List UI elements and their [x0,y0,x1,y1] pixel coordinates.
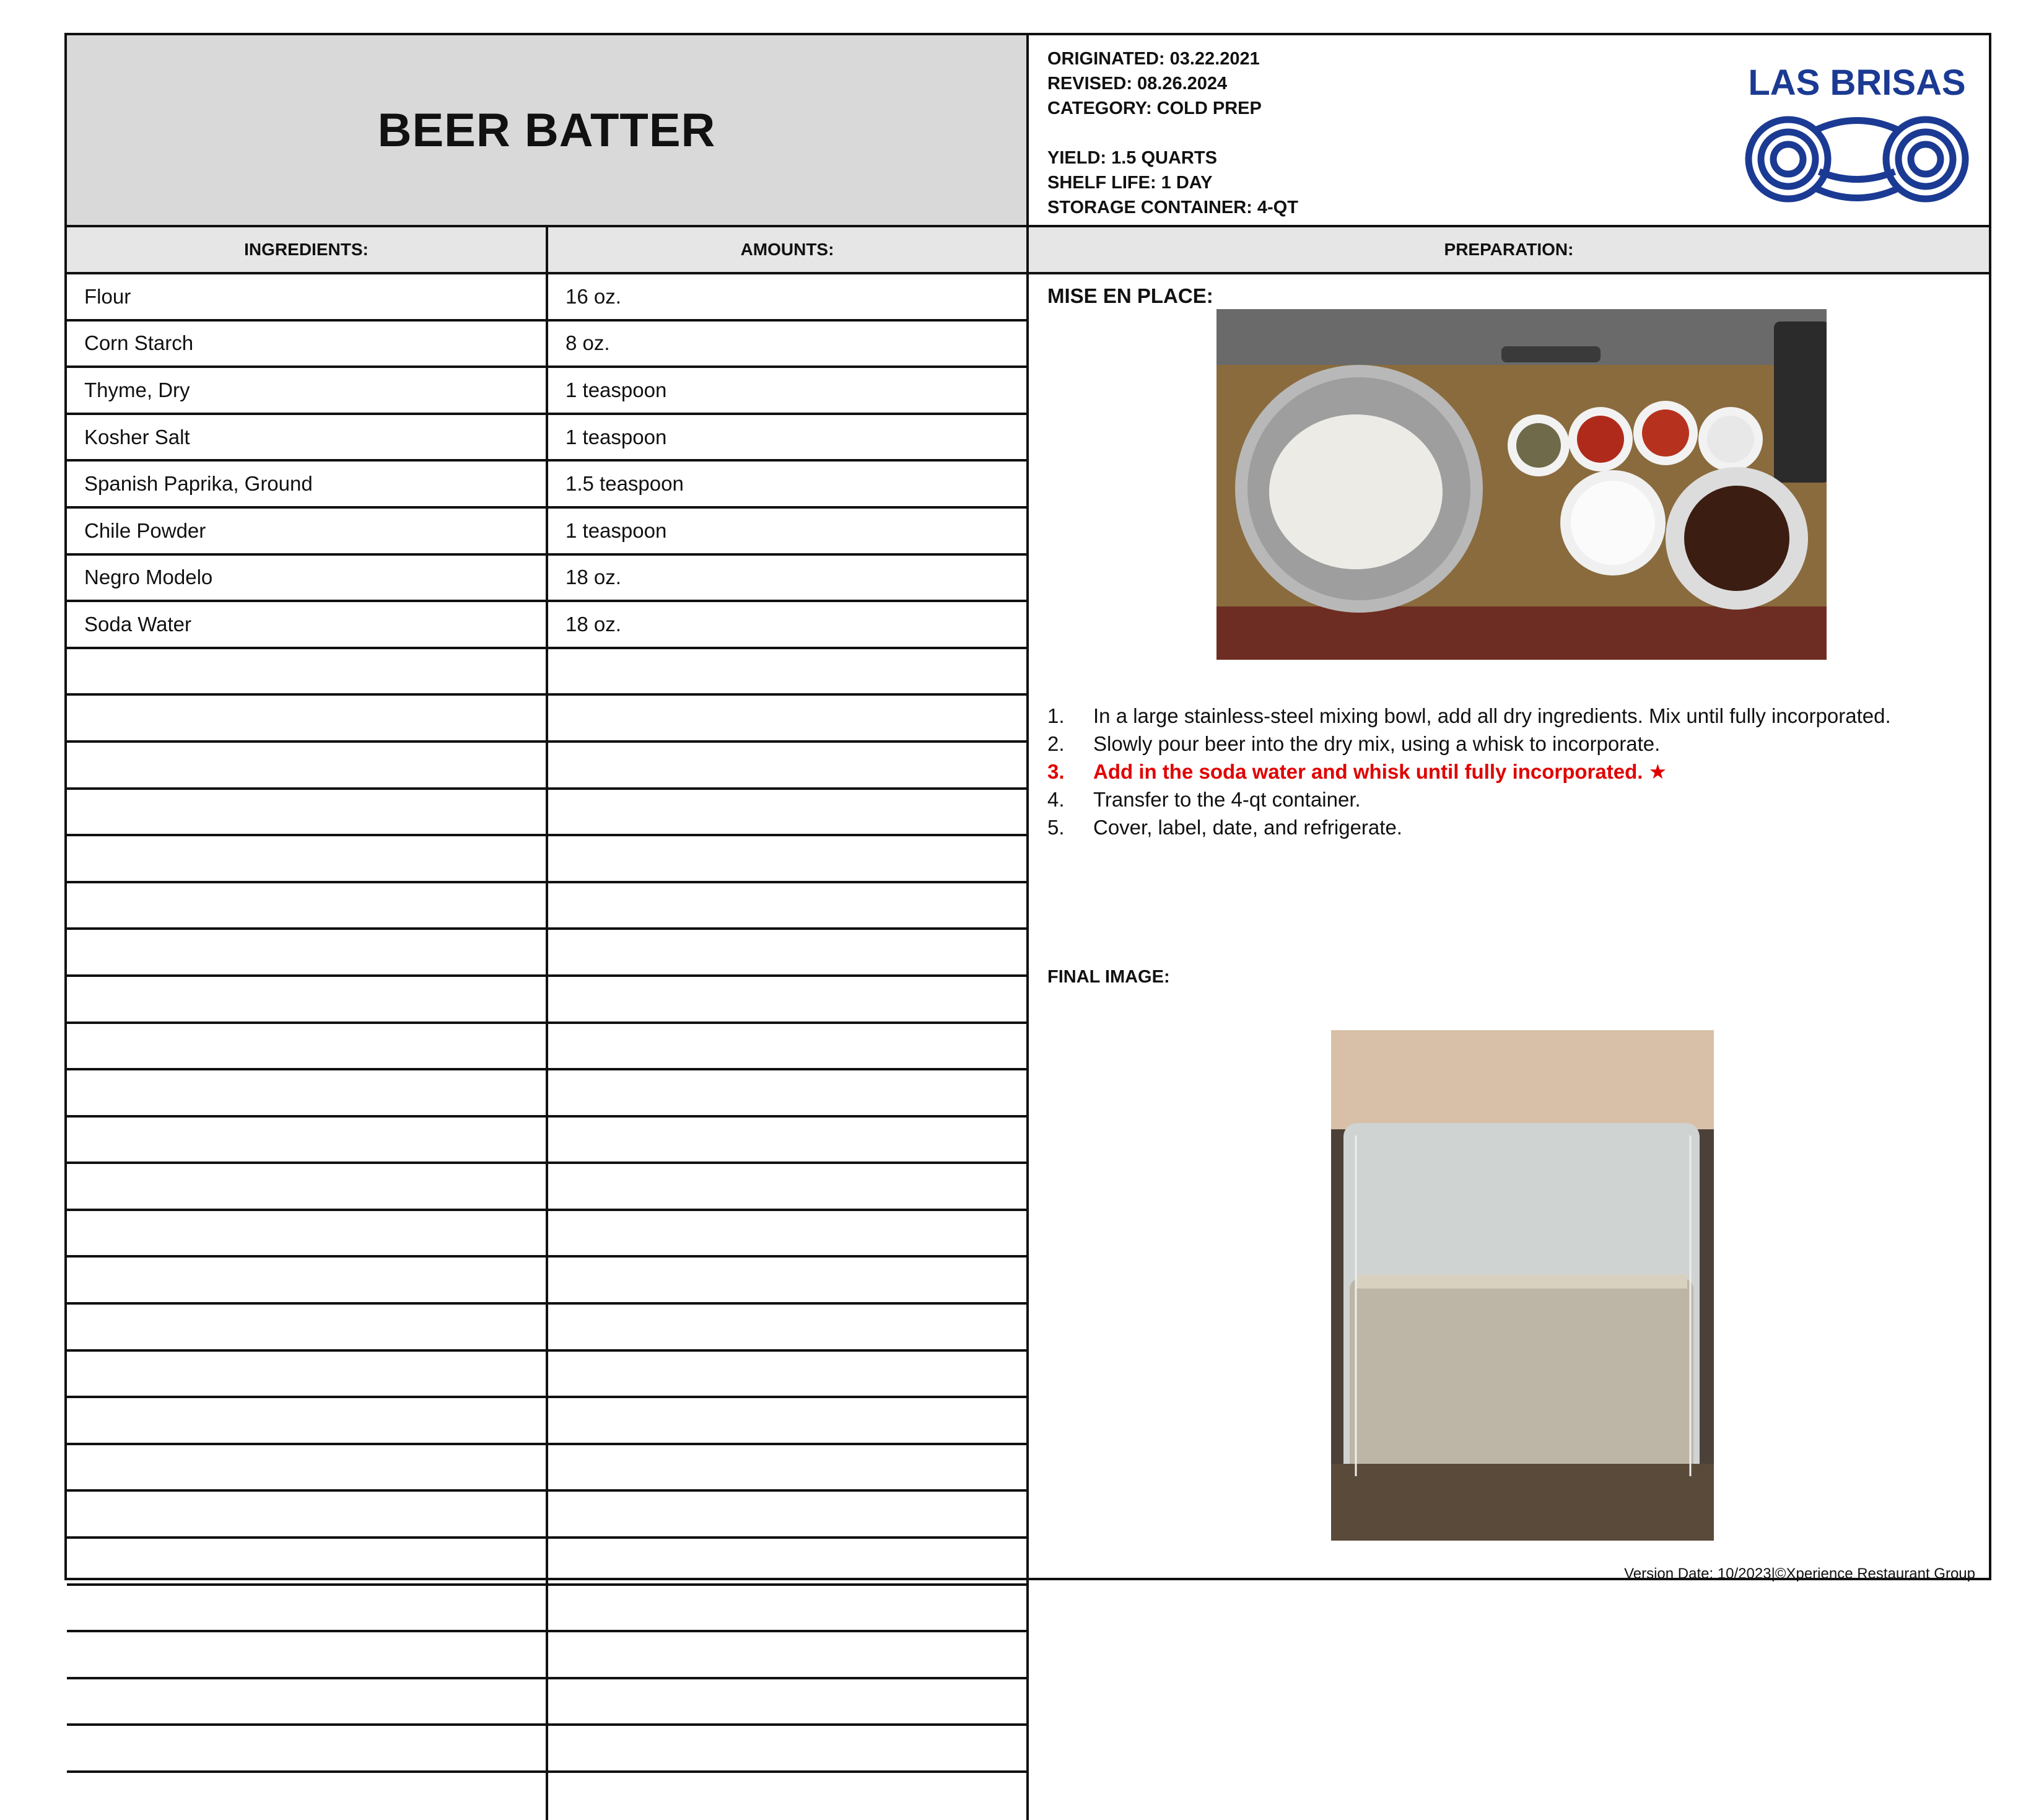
preparation-step [1047,813,1976,841]
step-text: Transfer to the 4-qt container. [1093,788,1361,811]
step-number: 3. [1047,760,1065,783]
ingredient-name [67,930,548,974]
ingredient-row [67,1539,1029,1586]
ingredient-amount [548,1305,1029,1349]
preparation-step [1047,702,1976,730]
ingredient-row [67,415,1029,462]
ingredient-row [67,1773,1029,1820]
recipe-sheet [64,33,1991,1580]
ingredient-amount [548,1352,1029,1396]
ingredient-name [67,1352,548,1396]
ingredient-name [67,883,548,928]
ingredient-amount [548,977,1029,1022]
ingredient-row [67,368,1029,415]
ingredient-name [67,1258,548,1302]
ingredient-name: Corn Starch [67,322,548,366]
ingredient-name [67,1632,548,1677]
ingredient-row [67,1164,1029,1211]
ingredient-row [67,509,1029,556]
ingredient-row [67,274,1029,322]
ingredient-amount [548,1492,1029,1536]
ingredient-name: Flour [67,274,548,319]
ingredient-amount [548,1586,1029,1630]
ingredient-amount [548,1726,1029,1770]
ingredient-row [67,649,1029,696]
step-text: Slowly pour beer into the dry mix, using a whisk to incorporate. [1093,732,1661,755]
revised-date: REVISED: 08.26.2024 [1047,74,1228,94]
final-image-photo [1331,1030,1714,1541]
ingredient-amount [548,743,1029,787]
ingredient-row [67,1070,1029,1118]
ingredient-row [67,930,1029,977]
ingredient-amount [548,1445,1029,1490]
ingredient-name [67,1024,548,1069]
mise-en-place-label: MISE EN PLACE: [1047,284,1213,307]
step-number: 5. [1047,816,1065,839]
ingredient-amount [548,1024,1029,1069]
ingredient-name: Kosher Salt [67,415,548,460]
yield: YIELD: 1.5 QUARTS [1047,148,1217,168]
mise-en-place-photo [1216,309,1827,660]
storage-container: STORAGE CONTAINER: 4-QT [1047,198,1298,217]
ingredient-amount [548,1164,1029,1209]
recipe-title: BEER BATTER [377,103,716,157]
ingredient-row [67,1679,1029,1726]
ingredient-name: Soda Water [67,602,548,647]
preparation-section [1029,274,1989,1582]
ingredient-name [67,1445,548,1490]
ingredient-row [67,1398,1029,1445]
ingredient-name [67,1492,548,1536]
svg-text:LAS BRISAS: LAS BRISAS [1748,63,1966,103]
ingredient-amount [548,883,1029,928]
ingredient-name: Chile Powder [67,509,548,553]
ingredient-name [67,1539,548,1583]
ingredient-row [67,1305,1029,1352]
ingredient-row [67,1492,1029,1539]
preparation-steps [1047,702,1976,841]
ingredient-name: Negro Modelo [67,556,548,600]
shelf-life: SHELF LIFE: 1 DAY [1047,173,1213,193]
ingredient-name [67,696,548,740]
ingredient-amount [548,1632,1029,1677]
step-text: Add in the soda water and whisk until fully incorporated. ★ [1093,760,1667,783]
las-brisas-logo [1745,60,1969,218]
ingredient-row [67,836,1029,883]
step-number: 1. [1047,704,1065,727]
ingredient-name: Spanish Paprika, Ground [67,462,548,506]
ingredient-row [67,977,1029,1024]
ingredient-row [67,602,1029,649]
ingredient-row [67,1211,1029,1258]
ingredient-row [67,883,1029,930]
ingredient-row [67,1024,1029,1071]
ingredient-row [67,556,1029,603]
ingredient-amount [548,1679,1029,1724]
ingredient-name [67,743,548,787]
ingredient-amount: 16 oz. [548,274,1029,319]
ingredient-name [67,1726,548,1770]
ingredient-amount [548,1773,1029,1820]
preparation-step [1047,758,1976,785]
final-image-label: FINAL IMAGE: [1047,967,1170,987]
ingredient-row [67,743,1029,790]
originated-date: ORIGINATED: 03.22.2021 [1047,49,1260,69]
ingredient-row [67,1726,1029,1773]
ingredient-row [67,322,1029,369]
step-number: 2. [1047,732,1065,755]
ingredient-row [67,696,1029,743]
ingredient-name [67,649,548,694]
ingredient-row [67,790,1029,837]
step-text: Cover, label, date, and refrigerate. [1093,816,1402,839]
ingredient-name [67,1773,548,1820]
ingredient-amount: 18 oz. [548,556,1029,600]
ingredient-name [67,1164,548,1209]
ingredient-name [67,1211,548,1256]
recipe-meta [1047,46,1298,220]
ingredient-name [67,1305,548,1349]
ingredient-amount: 8 oz. [548,322,1029,366]
ingredient-name: Thyme, Dry [67,368,548,413]
preparation-header: PREPARATION: [1029,227,1989,274]
ingredient-amount: 1.5 teaspoon [548,462,1029,506]
ingredient-row [67,1118,1029,1165]
ingredient-amount: 1 teaspoon [548,368,1029,413]
ingredient-row [67,1632,1029,1679]
ingredient-name [67,1679,548,1724]
ingredient-name [67,836,548,881]
step-text: In a large stainless-steel mixing bowl, add all dry ingredients. Mix until fully incorporated. [1093,704,1891,727]
recipe-info [1029,35,1989,227]
ingredient-amount [548,836,1029,881]
ingredient-amount [548,1539,1029,1583]
ingredient-amount [548,1070,1029,1115]
ingredients-header: INGREDIENTS: [67,227,548,274]
ingredient-name [67,1398,548,1443]
version-footer: Version Date: 10/2023|©Xperience Restaurant Group [1624,1565,1975,1582]
ingredient-row [67,462,1029,509]
ingredient-amount [548,649,1029,694]
ingredient-amount [548,1258,1029,1302]
ingredient-amount [548,790,1029,834]
ingredient-amount: 1 teaspoon [548,509,1029,553]
ingredient-amount [548,1118,1029,1162]
ingredient-amount [548,1398,1029,1443]
ingredient-amount: 1 teaspoon [548,415,1029,460]
ingredient-amount [548,930,1029,974]
ingredient-table [67,274,1029,1820]
title-box [67,35,1029,227]
ingredient-row [67,1352,1029,1399]
step-number: 4. [1047,788,1065,811]
ingredient-row [67,1586,1029,1633]
ingredient-name [67,1586,548,1630]
ingredient-amount [548,696,1029,740]
ingredient-row [67,1445,1029,1492]
ingredient-row [67,1258,1029,1305]
preparation-step [1047,730,1976,758]
ingredient-name [67,1118,548,1162]
preparation-step [1047,785,1976,813]
category: CATEGORY: COLD PREP [1047,98,1262,118]
ingredient-name [67,1070,548,1115]
ingredient-amount: 18 oz. [548,602,1029,647]
ingredient-amount [548,1211,1029,1256]
ingredient-name [67,790,548,834]
amounts-header: AMOUNTS: [548,227,1029,274]
ingredient-name [67,977,548,1022]
